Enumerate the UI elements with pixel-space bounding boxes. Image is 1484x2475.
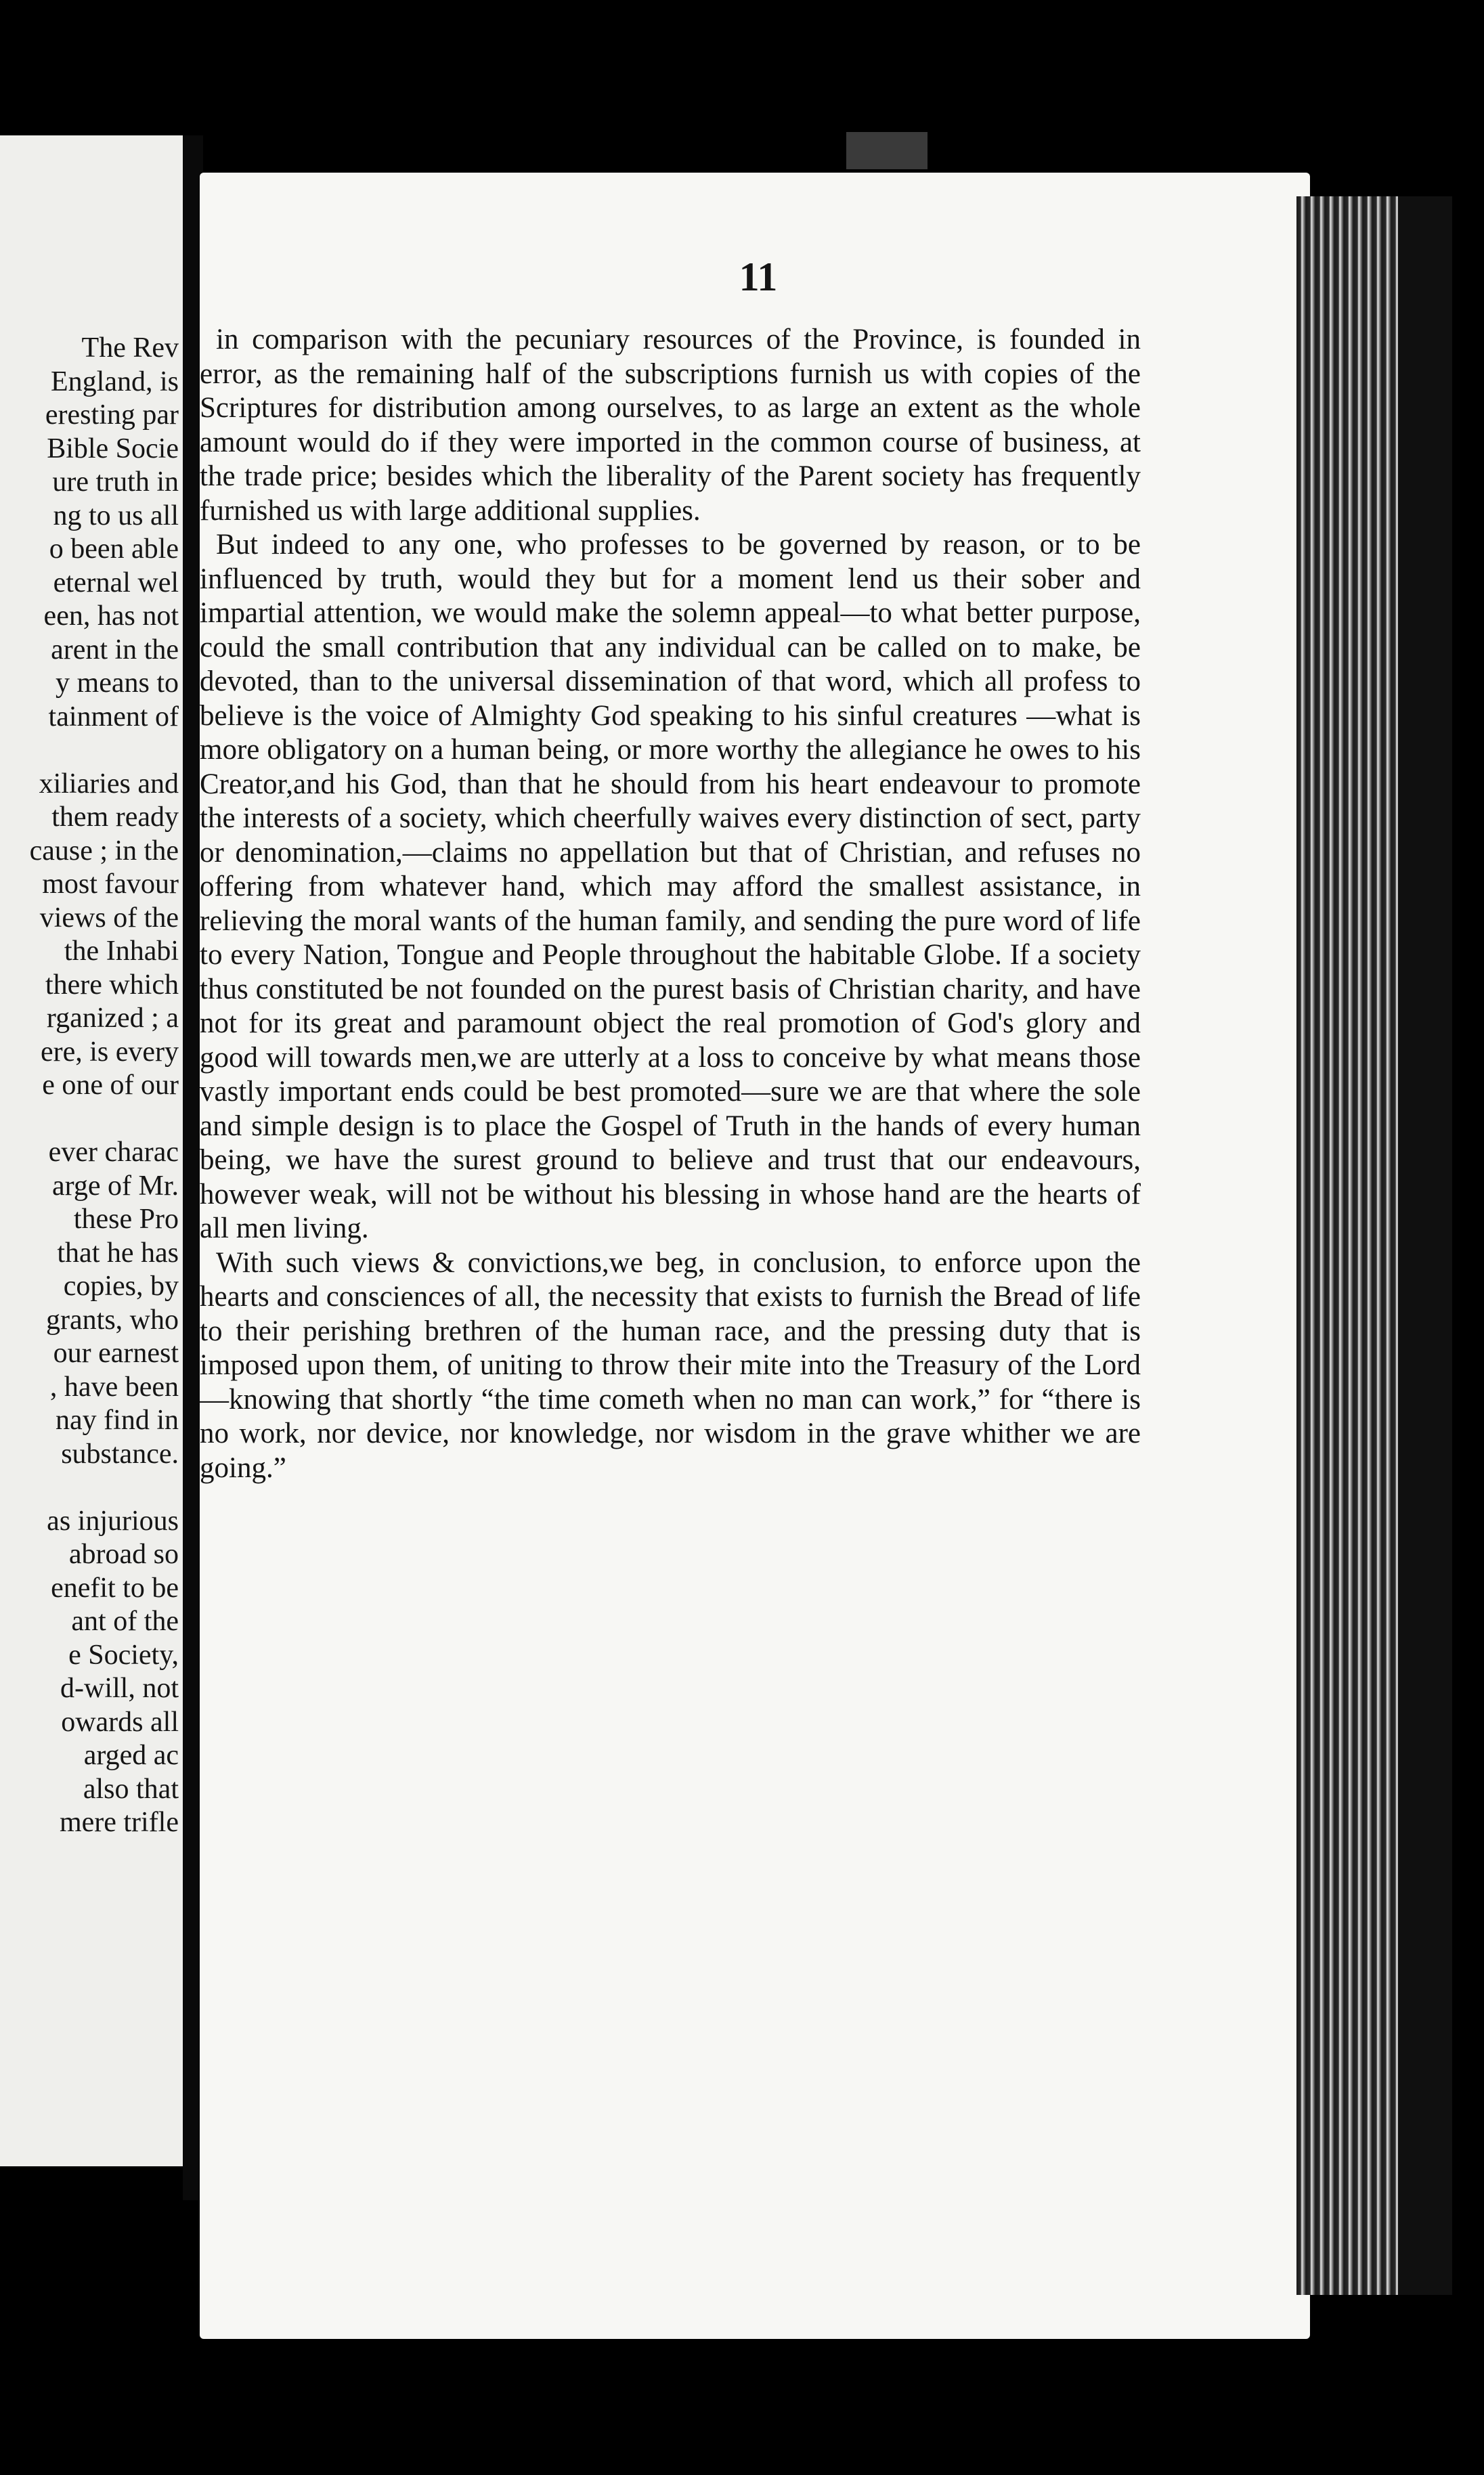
paragraph: in comparison with the pecuniary resources of the Province, is founded in error, as the remaining half of the subscriptions furnish us with copies of the Scriptures for distribution among ourselves, to as large an extent as the whole amount would do if they were imported in the common course of business, at the trade price; besides which the liberality of the Parent society has frequently furnished us with large additional supplies.: [200, 324, 1141, 527]
left-page-line: that he has: [57, 1237, 179, 1269]
left-page-line: most favour: [42, 869, 179, 900]
left-page-line: there which: [45, 969, 179, 1001]
left-page-line: ant of the: [71, 1606, 179, 1637]
left-page-line: eresting par: [45, 399, 179, 431]
left-page-line: as injurious: [47, 1505, 179, 1537]
left-page-line: abroad so: [68, 1539, 179, 1570]
paragraph: With such views & convictions,we beg, in conclusion, to enforce upon the hearts and consciences of all, the necessity that exists to furnish the Bread of life to their perishing brethren of the human race, and the pressing duty that is imposed upon them, of uniting to throw their mite into the Treasury of the Lord—knowing that shortly “the time cometh when no man can work,” for “there is no work, nor device, nor knowledge, nor wisdom in the grave whither we are going.”: [200, 1246, 1141, 1484]
left-page-line: mere trifle: [59, 1807, 179, 1838]
left-page-line: rganized ; a: [46, 1003, 179, 1034]
left-page-line: also that: [83, 1773, 179, 1805]
left-page-line: arge of Mr.: [51, 1170, 179, 1202]
right-page: [200, 173, 1310, 2339]
left-page-text: [0, 332, 183, 1840]
left-page-line: xiliaries and: [39, 768, 179, 800]
left-page-line: [0, 1103, 183, 1137]
left-page-line: The Rev: [81, 332, 179, 364]
left-page-line: [0, 1471, 183, 1505]
left-page-line: , have been: [49, 1371, 179, 1403]
page-clip: [846, 132, 928, 169]
left-page-line: copies, by: [63, 1271, 179, 1302]
left-page-line: the Inhabi: [64, 936, 179, 967]
book-cover-edge: [1398, 196, 1452, 2295]
left-page-line: y means to: [56, 667, 179, 699]
left-page-line: arged ac: [83, 1740, 179, 1771]
left-page-line: [0, 734, 183, 768]
left-page-line: eternal wel: [53, 567, 179, 598]
page-edges: [1296, 196, 1452, 2295]
left-page-line: e Society,: [68, 1639, 179, 1671]
left-page-line: een, has not: [43, 600, 179, 632]
left-page-line: grants, who: [46, 1304, 179, 1336]
page-number: 11: [739, 255, 778, 299]
left-page-line: nay find in: [56, 1405, 179, 1436]
left-page: [0, 135, 183, 2166]
left-page-line: ere, is every: [40, 1036, 179, 1068]
left-page-line: our earnest: [53, 1338, 179, 1369]
left-page-line: ng to us all: [53, 500, 179, 531]
left-page-line: o been able: [49, 533, 179, 565]
left-page-line: enefit to be: [51, 1572, 179, 1604]
left-page-line: tainment of: [48, 701, 179, 732]
left-page-line: ever charac: [48, 1137, 179, 1168]
left-page-line: d-will, not: [60, 1673, 179, 1704]
left-page-line: e one of our: [42, 1070, 179, 1101]
left-page-line: arent in the: [51, 634, 179, 665]
left-page-line: cause ; in the: [29, 835, 179, 867]
page-body: [200, 323, 1141, 1485]
paragraph: But indeed to any one, who professes to be governed by reason, or to be influenced by truth, would they but for a moment lend us their sober and impartial attention, we would make the solemn appeal—to what better purpose, could the small contribution that any individual can be called on to make, be devoted, than to the universal dissemination of that word, which all profess to believe is the voice of Almighty God speaking to his sinful creatures —what is more obligatory on a human being, or more worthy the allegiance he owes to his Creator,and his God, than that he should from his heart endeavour to promote the interests of a society, which cheerfully waives every distinction of sect, party or denomination,—claims no appellation but that of Christian, and refuses no offering from whatever hand, which may afford the smallest assistance, in relieving the moral wants of the human family, and sending the pure word of life to every Nation, Tongue and People throughout the habitable Globe. If a society thus constituted be not founded on the purest basis of Christian charity, and have not for its great and paramount object the real promotion of God's glory and good will towards men,we are utterly at a loss to conceive by what means those vastly important ends could be best promoted—sure we are that where the sole and simple design is to place the Gospel of Truth in the hands of every human being, we have the surest ground to believe and trust that our endeavours, however weak, will not be without his blessing in whose hand are the hearts of all men living.: [200, 529, 1141, 1244]
left-page-line: England, is: [51, 366, 179, 397]
left-page-line: them ready: [51, 802, 179, 833]
left-page-line: substance.: [61, 1438, 179, 1470]
left-page-line: these Pro: [73, 1204, 179, 1235]
left-page-line: owards all: [61, 1706, 179, 1738]
left-page-line: views of the: [39, 902, 179, 934]
left-page-line: Bible Socie: [47, 433, 179, 464]
left-page-line: ure truth in: [52, 466, 179, 498]
